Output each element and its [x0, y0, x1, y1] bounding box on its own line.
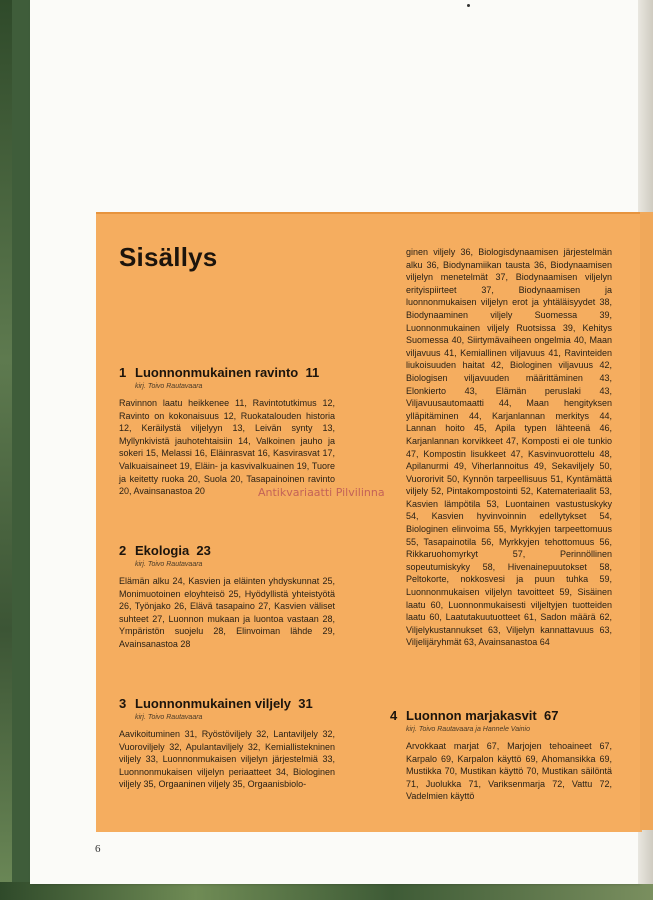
section-number: 4: [390, 708, 398, 723]
speck: [467, 4, 470, 7]
section-number: 1: [119, 365, 127, 380]
page-title: Sisällys: [119, 242, 218, 272]
toc-section-3-continued: [406, 246, 612, 649]
toc-panel-edge: [640, 212, 653, 830]
section-title: Luonnonmukainen ravinto: [135, 365, 299, 380]
section-page: 23: [196, 543, 211, 558]
section-page: 67: [543, 708, 559, 723]
page-number: 6: [95, 843, 101, 855]
section-author: kirj. Toivo Rautavaara ja Hannele Vainio: [406, 726, 530, 733]
toc-section-3[interactable]: [119, 696, 335, 791]
section-entries: Arvokkaat marjat 67, Marjojen tehoaineet 67, Karpalo 69, Karpalon käyttö 69, Ahomansikka 69, Mustikka 70, Mustikan käyttö 70, Mustikan säilöntä 71, Juolukka 71, Variksenmarja 72, Vattu 72, Vadelmien käyttö: [406, 741, 612, 802]
background-foliage-left: [0, 0, 12, 900]
section-heading: [119, 365, 335, 381]
section-author: kirj. Toivo Rautavaara: [135, 561, 203, 568]
section-entries-part2: ginen viljely 36, Biologisdynaamisen järjestelmän alku 36, Biodynamiikan tausta 36, Biodynaamisen viljelyn menetelmät 37, Biodynaamisen viljelyn erityispiirteet 37, Biodynaamisen ja luonnonmukaisen viljelyn erot ja yhtäläisyydet 38, Biodynaaminen viljely Suomessa 39, Luonnonmukainen viljely Ruotsissa 39, Kehitys Suomessa 40, Siirtymävaiheen ongelmia 40, Maan viljavuus 41, Kemiallinen viljavuus 41, Ravinteiden liukoisuuden haitat 42, Biologinen viljavuus 42, Biologisen viljavuuden määrittäminen 43, Elonkierto 43, Elämän peruslaki 43, Viljavuusautomaatti 44, Maan hengityksen ylläpitäminen 44, Karjanlannan merkitys 44, Lannan hoito 45, Apila typen lähteenä 46, Karjanlannan korvikkeet 47, Komposti ei ole tunkio 47, Kompostin lisukkeet 47, Kasvinvuorottelu 48, Apilanurmi 49, Viherlannoitus 49, Sekaviljely 50, Vuororivit 50, Kynnön tarpeellisuus 51, Kyntämättä viljely 52, Pintakompostointi 52, Katemateriaalit 53, Kasvien lämpötila 53, Luontainen vastustuskyky 54, Kasvien hyvinvoinnin edellytykset 54, Biologinen elinvoima 55, Myrkkyjen tarpeettomuus 55, Tasapainotila 56, Myrkkyjen tehottomuus 56, Rikkaruohomyrkyt 57, Perinnöllinen sopeutumiskyky 58, Hivenainepuutokset 58, Peltokorte, nokkosvesi ja puun tuhka 59, Luonnonmukaisen viljelyn tavoitteet 59, Sisäinen laatu 60, Luonnonmukaisesti viljeltyjen tuotteiden laatu 60, Laatutakuutuotteet 61, Sadon määrä 62, Viljelykustannukset 63, Viljelyn kannattavuus 63, Viljelijäryhmät 63, Avainsanastoa 64: [406, 247, 612, 648]
section-number: 2: [119, 543, 127, 558]
toc-section-4[interactable]: [390, 708, 612, 803]
section-entries: Elämän alku 24, Kasvien ja eläinten yhdyskunnat 25, Monimuotoinen eloyhteisö 25, Hyödyllistä yhteistyötä 26, Työnjako 26, Elävä tasapaino 27, Kasvien väliset suhteet 27, Luonnon mukaan ja luontoa vastaan 28, Ympäristön suojelu 28, Elinvoiman lähde 29, Avainsanastoa 28: [119, 576, 335, 649]
section-heading: [119, 543, 335, 559]
watermark-text: Antikvariaatti Pilvilinna: [258, 486, 385, 499]
section-heading: [390, 708, 612, 724]
toc-section-1[interactable]: [119, 365, 335, 498]
section-title: Luonnon marjakasvit: [406, 708, 537, 723]
section-number: 3: [119, 696, 127, 711]
section-page: 11: [305, 365, 320, 380]
section-entries: Ravinnon laatu heikkenee 11, Ravintotutkimus 12, Ravinto on kokonaisuus 12, Ruokatalouden historia 12, Keräilystä viljelyyn 13, Leivän synty 13, Myllynkivistä jauhotehtaisiin 14, Valkoinen jauho ja sokeri 15, Melassi 16, Eläinrasvat 16, Kasvirasvat 17, Valkuaisaineet 19, Eläin- ja kasvivalkuainen 19, Tuore ja keitetty ruoka 20, Suola 20, Tasapainoinen ravinto 20, Avainsanastoa 20: [119, 398, 335, 497]
section-title: Ekologia: [135, 543, 190, 558]
section-page: 31: [298, 696, 313, 711]
section-heading: [119, 696, 335, 712]
section-author: kirj. Toivo Rautavaara: [135, 714, 203, 721]
section-entries-part1: Aavikoituminen 31, Ryöstöviljely 32, Lantaviljely 32, Vuoroviljely 32, Apulantaviljely 32, Kemiallistekninen viljely 33, Luonnonmukaisen viljelyn järjestelmiä 33, Luonnonmukaisen viljelyn periaatteet 34, Biologinen viljely 35, Orgaaninen viljely 35, Orgaanisbiolo-: [119, 729, 335, 790]
toc-section-2[interactable]: [119, 543, 335, 651]
background-foliage-bottom: [0, 882, 653, 900]
section-title: Luonnonmukainen viljely: [135, 696, 292, 711]
section-author: kirj. Toivo Rautavaara: [135, 383, 203, 390]
